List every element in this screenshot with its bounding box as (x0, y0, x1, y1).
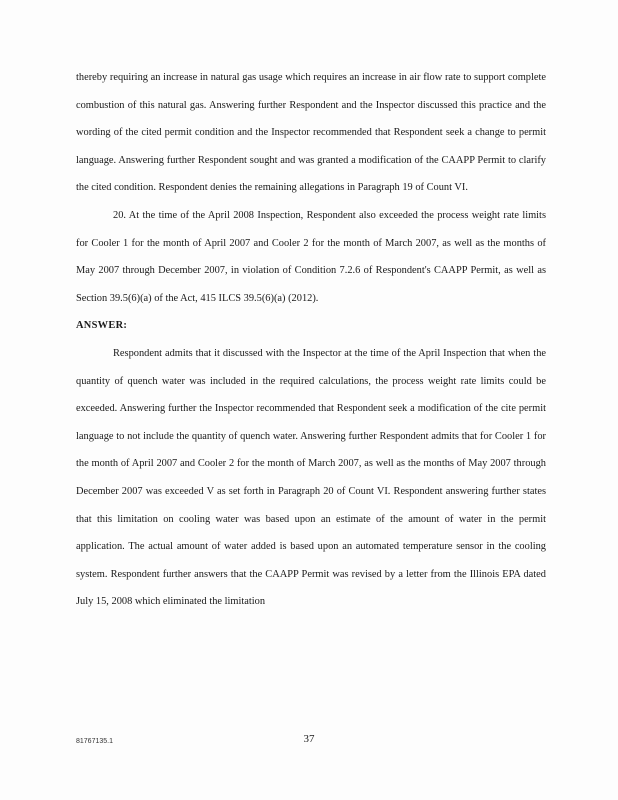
continued-paragraph: thereby requiring an increase in natural gas usage which requires an increase in air flow rate to support complete combustion of this natural gas. Answering further Respondent and the Inspector discussed this practice and the wording of the cited permit condition and the Inspector recommended that Respondent seek a change to permit language. Answering further Respondent sought and was granted a modification of the CAAPP Permit to clarify the cited condition. Respondent denies the remaining allegations in Paragraph 19 of Count VI. (76, 72, 546, 194)
page-number: 37 (303, 733, 315, 745)
paragraph-20: 20. At the time of the April 2008 Inspection, Respondent also exceeded the process weight rate limits for Cooler 1 for the month of April 2007 and Cooler 2 for the month of March 2007, as well as the months of May 2007 through December 2007, in violation of Condition 7.2.6 of Respondent's CAAPP Permit, as well as Section 39.5(6)(a) of the Act, 415 ILCS 39.5(6)(a) (2012). (76, 209, 546, 304)
answer-heading: ANSWER: (76, 320, 128, 332)
document-body (76, 64, 546, 616)
answer-paragraph: Respondent admits that it discussed with the Inspector at the time of the April Inspection that when the quantity of quench water was included in the required calculations, the process weight rate limits could be exceeded. Answering further the Inspector recommended that Respondent seek a modification of the cite permit language to not include the quantity of quench water. Answering further Respondent admits that for Cooler 1 for the month of April 2007 and Cooler 2 for the month of March 2007, as well as the months of May 2007 through December 2007 was exceeded V as set forth in Paragraph 20 of Count VI. Respondent answering further states that this limitation on cooling water was based upon an estimate of the amount of water in the permit application. The actual amount of water added is based upon an automated temperature sensor in the cooling system. Respondent further answers that the CAAPP Permit was revised by a letter from the Illinois EPA dated July 15, 2008 which eliminated the limitation (76, 347, 546, 608)
footer-document-id: 81767135.1 (76, 738, 113, 745)
